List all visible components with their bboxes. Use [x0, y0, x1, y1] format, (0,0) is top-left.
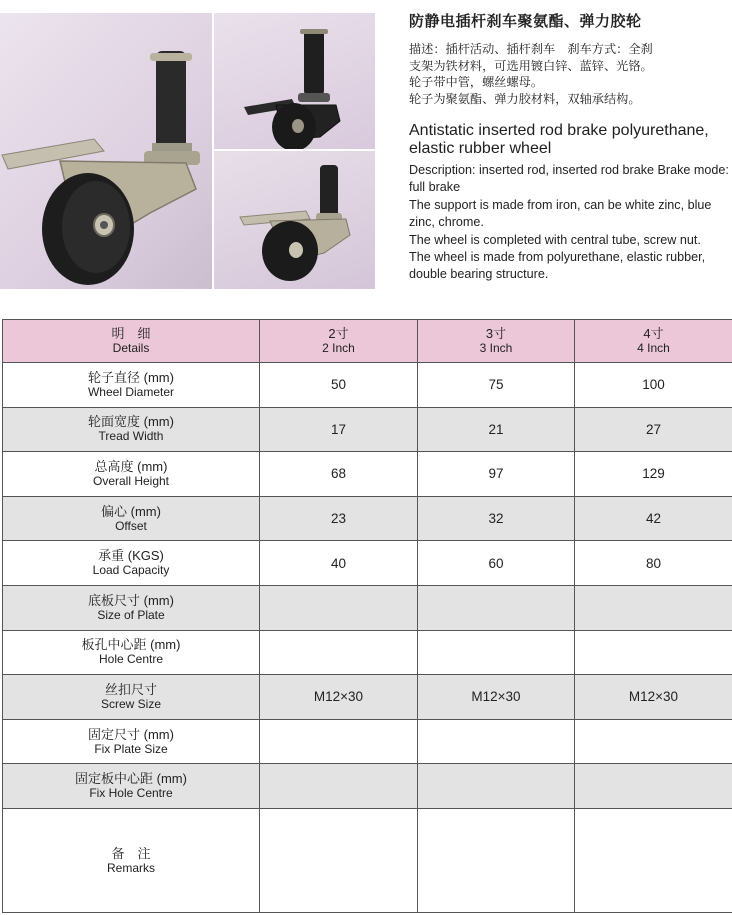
row-label [3, 407, 260, 452]
header-2inch-cell [260, 320, 418, 363]
en-description-line: Description: inserted rod, inserted rod brake Brake mode: full brake [409, 163, 729, 195]
row-label-cn: 备 注 [111, 845, 151, 861]
cn-description-line: 描述：插杆活动、插杆刹车 刹车方式：全刹 [409, 42, 653, 56]
table-cell: 50 [260, 363, 418, 408]
header-4inch-cell [575, 320, 732, 363]
row-label-cn: 偏心 (mm) [101, 503, 161, 519]
spec-table [2, 319, 732, 913]
table-row [3, 719, 732, 764]
table-cell [575, 719, 732, 764]
row-label-cn: 固定板中心距 (mm) [75, 771, 187, 787]
product-info [409, 10, 729, 284]
table-row [3, 452, 732, 497]
row-label-en: Load Capacity [92, 563, 170, 578]
row-label-en: Fix Hole Centre [89, 786, 173, 801]
table-cell: M12×30 [575, 675, 732, 720]
row-label [3, 809, 260, 913]
table-cell: 23 [260, 496, 418, 541]
cn-description-line: 轮子带中管，螺丝螺母。 [409, 75, 544, 89]
header-size-en: 3 Inch [479, 341, 513, 355]
table-cell: 75 [418, 363, 575, 408]
row-label-en: Size of Plate [97, 607, 165, 622]
row-label [3, 452, 260, 497]
header-size-en: 2 Inch [322, 341, 355, 355]
row-label-cn: 底板尺寸 (mm) [88, 592, 174, 608]
row-label-cn: 丝扣尺寸 [104, 681, 157, 697]
caster-wheel-photo-main [0, 13, 212, 289]
table-cell: M12×30 [418, 675, 575, 720]
row-label [3, 675, 260, 720]
table-cell: M12×30 [260, 675, 418, 720]
table-cell [260, 719, 418, 764]
table-cell: 129 [575, 452, 732, 497]
table-cell: 27 [575, 407, 732, 452]
table-cell: 32 [418, 496, 575, 541]
row-label-en: Remarks [106, 860, 155, 875]
row-label-cn: 轮面宽度 (mm) [88, 414, 174, 430]
table-cell [418, 719, 575, 764]
table-row [3, 541, 732, 586]
table-cell [260, 809, 418, 913]
table-cell [260, 764, 418, 809]
en-description-line: The support is made from iron, can be white zinc, blue zinc, chrome. [409, 197, 712, 230]
caster-wheel-photo-bottom-icon [214, 151, 375, 289]
caster-wheel-photo-main-icon [0, 13, 212, 289]
cn-description-line: 轮子为聚氨酯、弹力胶材料，双轴承结构。 [409, 91, 641, 106]
header-size-en: 4 Inch [637, 341, 670, 355]
table-cell [575, 630, 732, 675]
row-label-en: Hole Centre [98, 652, 164, 667]
header-size-cn: 2寸 [328, 326, 349, 341]
header-label-en: Details [112, 341, 150, 355]
table-cell: 60 [418, 541, 575, 586]
header-label-cn: 明 细 [111, 326, 151, 341]
cn-title: 防静电插杆刹车聚氨酯、弹力胶轮 [409, 13, 642, 30]
header-size-cn: 4寸 [643, 326, 664, 341]
table-row [3, 630, 732, 675]
row-label [3, 363, 260, 408]
table-cell [575, 585, 732, 630]
caster-wheel-photo-bottom [214, 151, 375, 289]
table-row [3, 407, 732, 452]
table-cell: 100 [575, 363, 732, 408]
header-details-cell [3, 320, 260, 363]
table-cell: 68 [260, 452, 418, 497]
table-cell [260, 585, 418, 630]
row-label-en: Screw Size [100, 696, 162, 711]
table-row [3, 764, 732, 809]
caster-wheel-photo-top [214, 13, 375, 149]
en-title: Antistatic inserted rod brake polyurethane, elastic rubber wheel [409, 122, 709, 157]
en-description-line: The wheel is made from polyurethane, elastic rubber, double bearing structure. [409, 250, 706, 282]
table-row [3, 363, 732, 408]
table-cell [418, 585, 575, 630]
table-cell [575, 764, 732, 809]
row-label [3, 630, 260, 675]
row-label-en: Wheel Diameter [87, 384, 175, 399]
row-label [3, 496, 260, 541]
row-label [3, 585, 260, 630]
table-cell: 42 [575, 496, 732, 541]
table-cell: 97 [418, 452, 575, 497]
row-label-en: Tread Width [98, 429, 164, 444]
header-3inch-cell [418, 320, 575, 363]
table-cell: 17 [260, 407, 418, 452]
table-cell [260, 630, 418, 675]
row-label [3, 764, 260, 809]
table-header-row [3, 320, 732, 363]
row-label-cn: 固定尺寸 (mm) [88, 726, 174, 742]
table-cell: 40 [260, 541, 418, 586]
row-label-en: Offset [115, 518, 147, 533]
row-label-cn: 板孔中心距 (mm) [81, 637, 181, 653]
row-label-cn: 总高度 (mm) [94, 458, 168, 474]
table-cell [575, 809, 732, 913]
row-label [3, 719, 260, 764]
table-cell [418, 630, 575, 675]
row-label [3, 541, 260, 586]
table-cell: 80 [575, 541, 732, 586]
table-cell [418, 809, 575, 913]
row-label-en: Overall Height [92, 473, 170, 488]
table-cell: 21 [418, 407, 575, 452]
table-row [3, 675, 732, 720]
row-label-cn: 轮子直径 (mm) [88, 369, 174, 385]
header-size-cn: 3寸 [485, 326, 507, 341]
table-cell [418, 764, 575, 809]
table-row [3, 585, 732, 630]
caster-wheel-photo-top-icon [214, 13, 375, 149]
cn-description-line: 支架为铁材料，可选用镀白锌、蓝锌、光铬。 [409, 58, 653, 73]
row-label-en: Fix Plate Size [94, 741, 168, 756]
row-label-cn: 承重 (KGS) [98, 548, 164, 564]
table-row-remarks [3, 809, 732, 913]
en-description-line: The wheel is completed with central tube, screw nut. [409, 232, 701, 247]
table-row [3, 496, 732, 541]
